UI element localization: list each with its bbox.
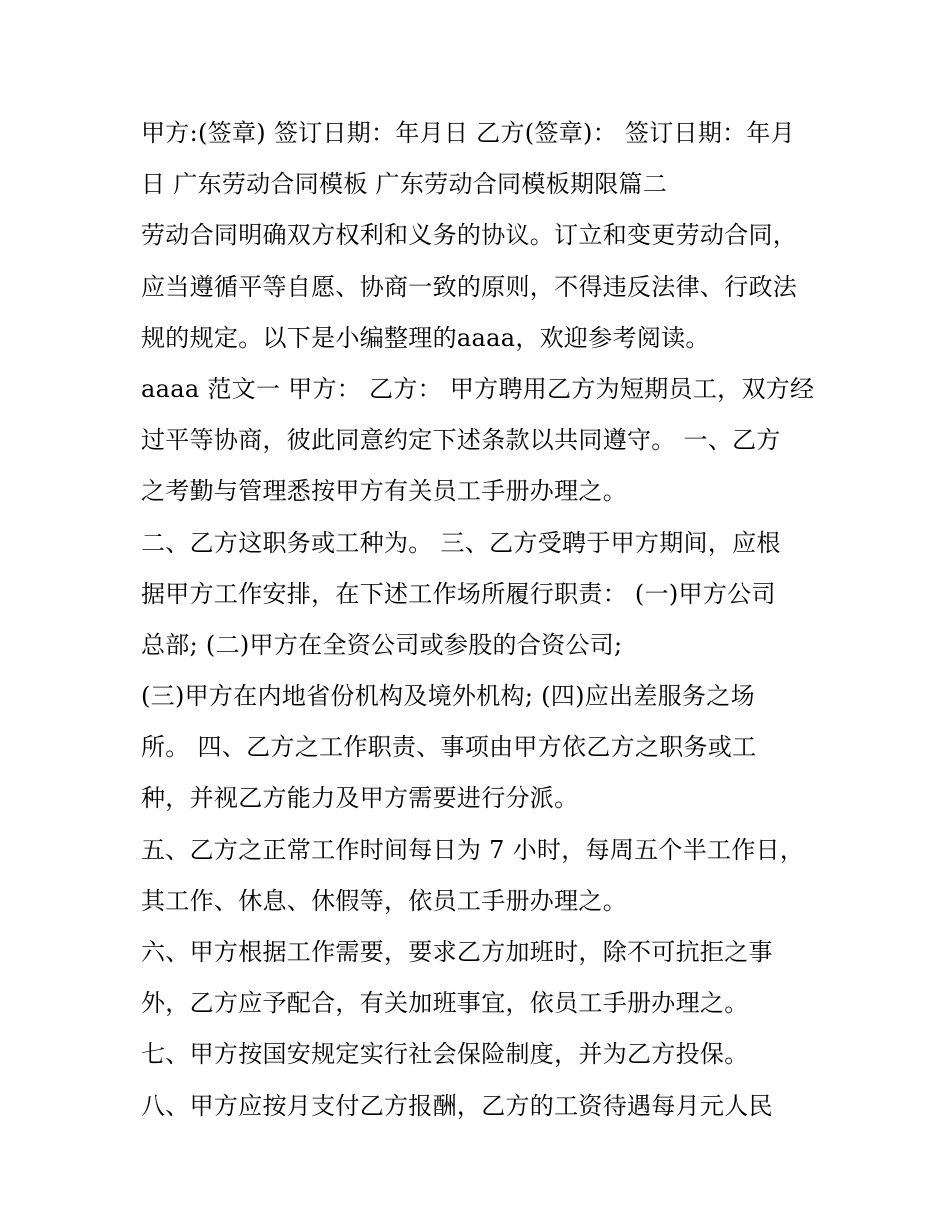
text-line: 甲方:(签章) 签订日期：年月日 乙方(签章)： 签订日期：年月 xyxy=(141,119,796,147)
text-line: 七、甲方按国安规定实行社会保险制度，并为乙方投保。 xyxy=(141,1040,749,1069)
text-line: 五、乙方之正常工作时间每日为 7 小时，每周五个半工作日， xyxy=(141,835,805,864)
text-line: aaaa 范文一 甲方： 乙方： 甲方聘用乙方为短期员工，双方经 xyxy=(141,374,815,403)
text-line: 据甲方工作安排，在下述工作场所履行职责： (一)甲方公司 xyxy=(141,579,776,608)
text-line: 之考勤与管理悉按甲方有关员工手册办理之。 xyxy=(141,477,627,506)
text-line: 劳动合同明确双方权利和义务的协议。订立和变更劳动合同， xyxy=(141,221,798,250)
text-line: 日 广东劳动合同模板 广东劳动合同模板期限篇二 xyxy=(141,170,668,199)
text-line: 规的规定。以下是小编整理的aaaa，欢迎参考阅读。 xyxy=(141,323,710,352)
text-line: 八、甲方应按月支付乙方报酬，乙方的工资待遇每月元人民 xyxy=(141,1091,773,1120)
text-line: 六、甲方根据工作需要，要求乙方加班时，除不可抗拒之事 xyxy=(141,938,773,966)
text-line: 总部; (二)甲方在全资公司或参股的合资公司; xyxy=(141,630,623,659)
text-line: 所。 四、乙方之工作职责、事项由甲方依乙方之职务或工 xyxy=(141,733,757,762)
text-line: 过平等协商，彼此同意约定下述条款以共同遵守。 一、乙方 xyxy=(141,426,781,455)
text-line: (三)甲方在内地省份机构及境外机构; (四)应出差服务之场 xyxy=(141,682,755,711)
text-line: 种，并视乙方能力及甲方需要进行分派。 xyxy=(141,784,579,813)
text-line: 二、乙方这职务或工种为。 三、乙方受聘于甲方期间，应根 xyxy=(141,528,781,557)
document-body xyxy=(141,108,831,1132)
text-line: 外，乙方应予配合，有关加班事宜，依员工手册办理之。 xyxy=(141,989,749,1018)
text-line: 应当遵循平等自愿、协商一致的原则，不得违反法律、行政法 xyxy=(141,272,798,301)
text-line: 其工作、休息、休假等，依员工手册办理之。 xyxy=(141,886,627,915)
